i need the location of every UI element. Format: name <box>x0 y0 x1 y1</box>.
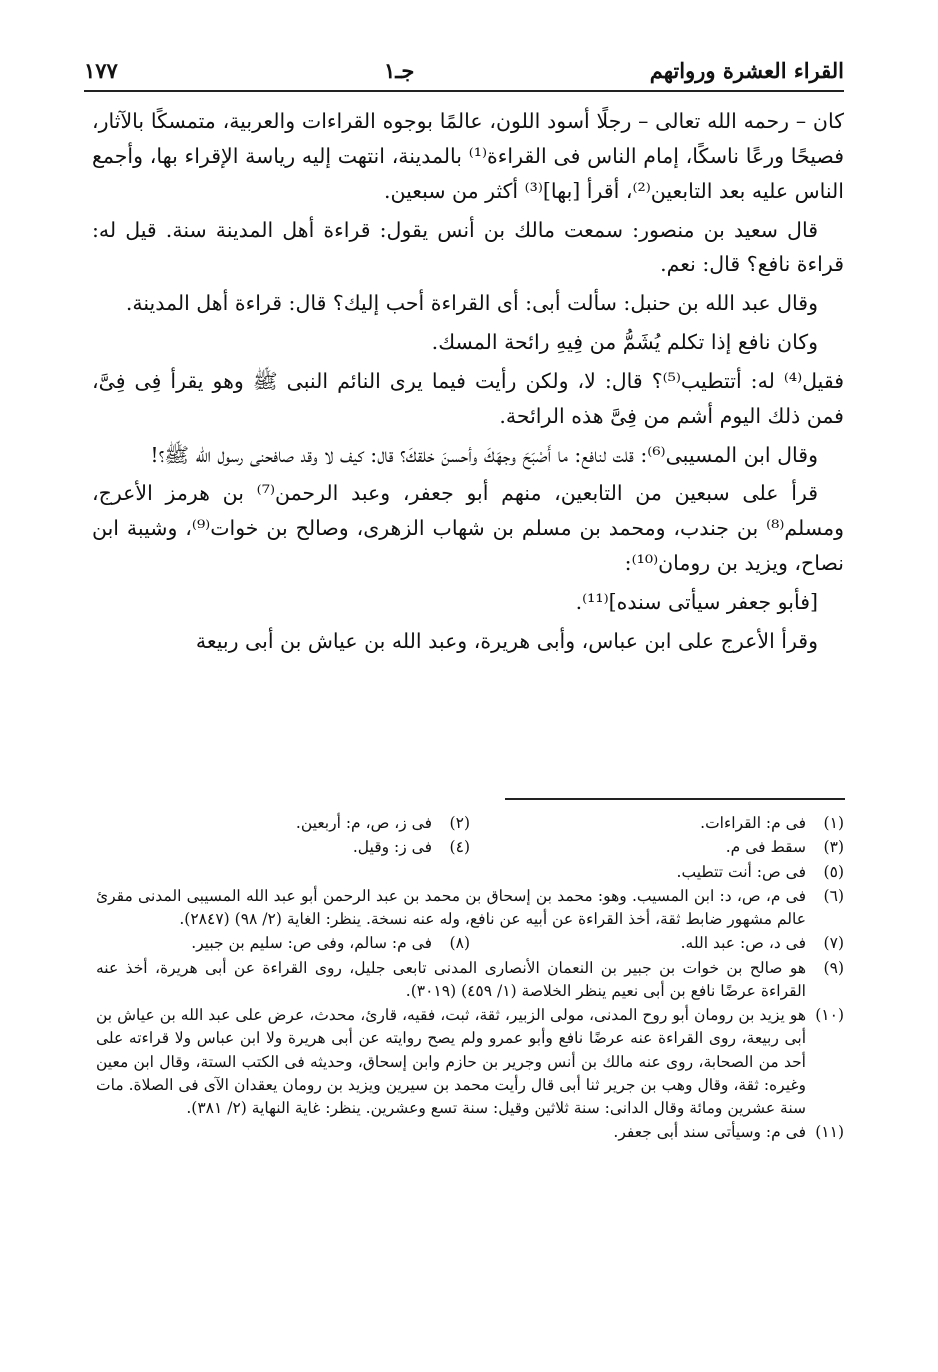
footnote <box>96 1004 844 1120</box>
footnote-text: فى م: القراءات. <box>700 814 806 832</box>
footnote-number: (١١) <box>815 1123 844 1142</box>
footnote-row <box>96 812 844 836</box>
footnote-text: فى م: سالم، وفى ص: سليم بن جبير. <box>191 934 432 953</box>
footnotes <box>96 812 844 1146</box>
paragraph: قال سعيد بن منصور: سمعت مالك بن أنس يقول: قراءة أهل المدينة سنة. قيل له: قراءة نافع؟ قال: نعم. <box>92 217 844 277</box>
header-title: القراء العشرة ورواتهم <box>649 58 844 83</box>
footnote-text: فى م: وسيأتى سند أبى جعفر. <box>613 1123 806 1142</box>
footnote-text: فى ز، ص، م: أربعين. <box>295 814 432 832</box>
footnote-row <box>96 932 844 956</box>
footnote-text: هو يزيد بن رومان أبو روح المدنى، مولى الزبير، ثقة، ثبت، فقيه، قارئ، محدث، عرض على عبد الله بن عياش بن أبى ربيعة، روى القراءة عنه عرضًا نافع وأبو عمرو ولم يصح روايته عن أبى هريرة ولا ابن عباس ولا قراءته على أحد من الصحابة، روى عنه مالك بن أنس وجرير بن حازم وابن إسحاق، وحديثه فى الكتب الستة، وقال ابن معين وغيره: ثقة، وقال وهب بن جرير ثنا أبى قال رأيت محمد بن سيرين ويزيد بن رومان يعقدان الآى فى الصلاة. مات سنة عشرين ومائة وقال الدانى: سنة ثلاثين وقيل: سنة تسع وعشرين. ينظر: غاية النهاية (٢/ ٣٨١). <box>96 1006 806 1117</box>
footnote-text: فى ص: أنت تتطيب. <box>676 862 806 881</box>
footnote-text: هو صالح بن خوات بن جبير بن النعمان الأنصارى المدنى تابعى جليل، روى القراءة عن أبى هريرة، أخذ عنه القراءة عرضًا نافع بن أبى نعيم ينظر الخلاصة (١/ ٤٥٩) (٣٠١٩). <box>96 958 806 1000</box>
footnote-number: (١٠) <box>815 1006 844 1024</box>
footnote-text: فى ز: وقيل. <box>352 838 432 857</box>
paragraph: وكان نافع إذا تكلم يُشَمُّ من فِيهِ رائحة المسك. <box>431 330 818 355</box>
footnote-number: (٥) <box>823 862 844 881</box>
paragraph: وقال ابن المسيبى⁽⁶⁾: قلت لنافع: ما أَصْبَحَ وجهَكَ وأحسنَ خلقكَ؟ قال: كيف لا وقد صافحنى رسول الله ﷺ؟! <box>150 442 818 467</box>
footnote-number: (٩) <box>823 958 844 977</box>
paragraph: فقيل⁽⁴⁾ له: أتتطيب⁽⁵⁾؟ قال: لا، ولكن رأيت فيما يرى النائم النبى ﷺ وهو يقرأ فِى فِىَّ، فمن ذلك اليوم أشم من فِىَّ هذه الرائحة. <box>92 368 845 428</box>
footnote-number: (٢) <box>449 814 470 832</box>
footnote-separator <box>505 798 845 800</box>
footnote-text: فى م، ص، د: ابن المسيب. وهو: محمد بن إسحاق بن محمد بن عبد الرحمن أبو عبد الله المسيبى المدنى مقرئ عالم مشهور ضابط ثقة، أخذ القراءة عن أبيه عن نافع، وله عنه نسخة. ينظر: الغاية (٢/ ٩٨) (٢٨٤٧). <box>96 886 806 928</box>
paragraph: وقال عبد الله بن حنبل: سألت أبى: أى القراءة أحب إليك؟ قال: قراءة أهل المدينة. <box>125 291 818 316</box>
footnote <box>470 932 844 955</box>
footnote-number: (٣) <box>823 838 844 857</box>
footnote-number: (٨) <box>449 934 470 953</box>
footnote <box>96 885 844 932</box>
footnote-text: سقط فى م. <box>725 838 806 857</box>
footnote <box>470 812 844 835</box>
footnote <box>96 1121 844 1144</box>
paragraph: كان – رحمه الله تعالى – رجلًا أسود اللون، عالمًا بوجوه القراءات والعربية، متمسكًا بالآثار، فصيحًا ورعًا ناسكًا، إمام الناس فى القراءة⁽¹⁾ بالمدينة، انتهت إليه رياسة الإقراء بها، وأجمع الناس عليه بعد التابعين⁽²⁾، أقرأ [بها]⁽³⁾ أكثر من سبعين. <box>92 109 844 203</box>
footnote-row <box>96 836 844 860</box>
footnote-number: (١) <box>823 814 844 832</box>
paragraph: قرأ على سبعين من التابعين، منهم أبو جعفر، وعبد الرحمن⁽⁷⁾ بن هرمز الأعرج، ومسلم⁽⁸⁾ بن جندب، ومحمد بن مسلم بن شهاب الزهرى، وصالح بن خوات⁽⁹⁾، وشيبة ابن نصاح، ويزيد بن رومان⁽¹⁰⁾: <box>92 481 844 576</box>
footnote-text: فى د، ص: عبد الله. <box>680 934 806 953</box>
footnote <box>96 836 470 859</box>
footnote <box>96 812 470 835</box>
header-volume: جـ١ <box>384 58 415 83</box>
footnote <box>96 861 844 884</box>
footnote <box>96 932 470 955</box>
paragraph: وقرأ الأعرج على ابن عباس، وأبى هريرة، وعبد الله بن عياش بن أبى ربيعة <box>195 628 818 653</box>
main-text <box>92 104 844 663</box>
footnote <box>96 957 844 1004</box>
paragraph: [فأبو جعفر سيأتى سنده]⁽¹¹⁾. <box>575 589 818 614</box>
footnote-number: (٦) <box>823 886 844 905</box>
footnote-number: (٤) <box>449 838 470 857</box>
footnote <box>470 836 844 859</box>
page-number: ١٧٧ <box>84 58 118 83</box>
running-header <box>84 56 844 92</box>
footnote-number: (٧) <box>823 934 844 953</box>
